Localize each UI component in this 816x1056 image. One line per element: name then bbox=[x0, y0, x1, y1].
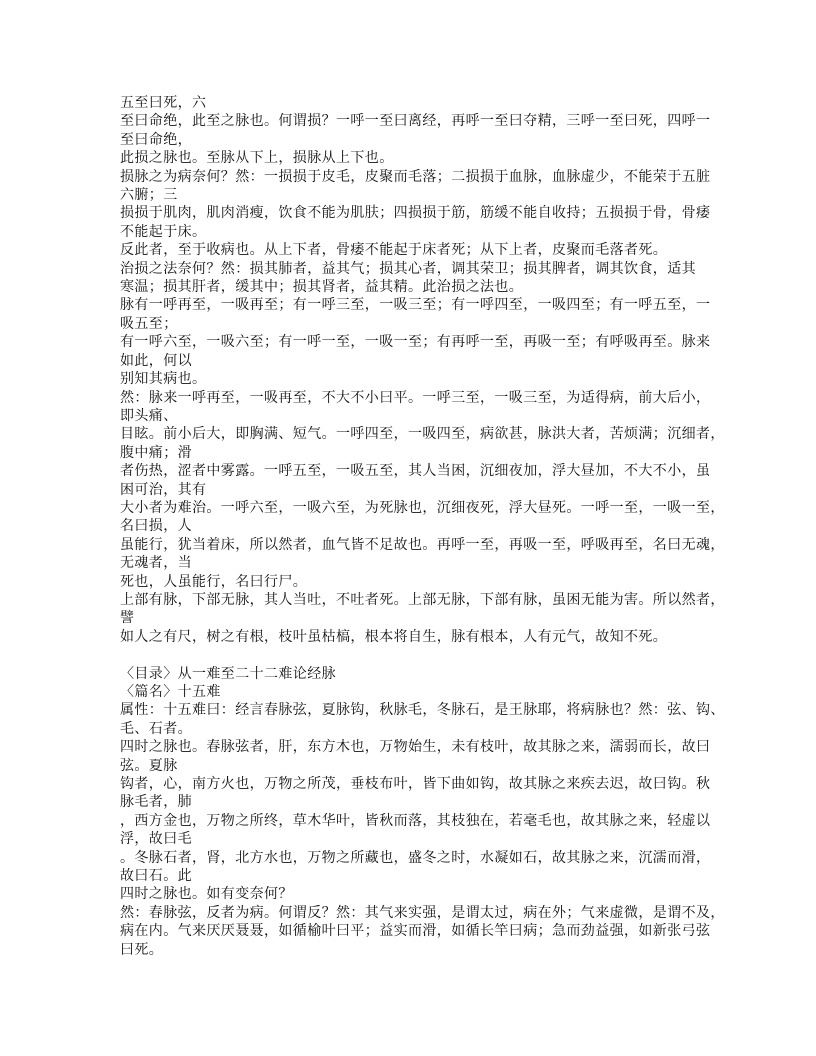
text-line: 四时之脉也。春脉弦者，肝，东方木也，万物始生，未有枝叶，故其脉之来，濡弱而长，故曰 bbox=[120, 739, 711, 756]
catalog-heading: 〈目录〉从一难至二十二难论经脉 bbox=[120, 665, 336, 682]
text-line: 者伤热，涩者中雾露。一呼五至，一吸五至，其人当困，沉细夜加，浮大昼加，不大不小，虽 bbox=[120, 463, 711, 480]
text-line: 如人之有尺，树之有根，枝叶虽枯槁，根本将自生，脉有根本，人有元气，故知不死。 bbox=[120, 628, 668, 645]
text-line: 浮，故曰毛 bbox=[120, 831, 192, 848]
text-line: 五至曰死，六 bbox=[120, 95, 207, 111]
text-line: 损损于肌肉，肌肉消瘦，饮食不能为肌肤；四损损于筋，筋缓不能自收持；五损损于骨，骨痿 bbox=[120, 205, 711, 222]
text-line: 困可治，其有 bbox=[120, 481, 207, 498]
text-line: 然：脉来一呼再至，一吸再至，不大不小曰平。一呼三至，一吸三至，为适得病，前大后小， bbox=[120, 389, 711, 406]
text-line: 至曰命绝，此至之脉也。何谓损？一呼一至曰离经，再呼一至曰夺精，三呼一至曰死，四呼一 bbox=[120, 113, 711, 130]
text-line: 。冬脉石者，肾，北方水也，万物之所藏也，盛冬之时，水凝如石，故其脉之来，沉濡而滑， bbox=[120, 849, 711, 866]
text-line: 上部有脉，下部无脉，其人当吐，不吐者死。上部无脉，下部有脉，虽困无能为害。所以然者， bbox=[120, 591, 725, 608]
text-line: 治损之法奈何？然：损其肺者，益其气；损其心者，调其荣卫；损其脾者，调其饮食，适其 bbox=[120, 260, 696, 277]
text-line: 死也，人虽能行，名曰行尸。 bbox=[120, 573, 308, 590]
text-line: 即头痛、 bbox=[120, 407, 178, 424]
text-line: 无魂者，当 bbox=[120, 555, 192, 572]
text-line: 损脉之为病奈何？然：一损损于皮毛，皮聚而毛落；二损损于血脉，血脉虚少，不能荣于五脏 bbox=[120, 168, 711, 185]
text-line: ，西方金也，万物之所终，草木华叶，皆秋而落，其枝独在，若毫毛也，故其脉之来，轻虚以 bbox=[120, 812, 711, 829]
chapter-title: 〈篇名〉十五难 bbox=[120, 683, 221, 700]
text-line: 目眩。前小后大，即胸满、短气。一呼四至，一吸四至，病欲甚，脉洪大者，苦烦满；沉细者， bbox=[120, 426, 725, 443]
text-line: 如此，何以 bbox=[120, 352, 192, 369]
text-line: 故曰石。此 bbox=[120, 868, 192, 885]
text-line: 别知其病也。 bbox=[120, 371, 207, 388]
text-line: 脉毛者，肺 bbox=[120, 794, 192, 811]
text-line: 譬 bbox=[120, 610, 135, 627]
paragraph-spacer bbox=[120, 646, 700, 664]
text-line: 属性：十五难曰：经言春脉弦，夏脉钩，秋脉毛，冬脉石，是王脉耶，将病脉也？然：弦、钩、 bbox=[120, 702, 725, 719]
text-line: 不能起于床。 bbox=[120, 223, 207, 240]
text-line: 此损之脉也。至脉从下上，损脉从上下也。 bbox=[120, 150, 394, 167]
section-pulse-damage bbox=[120, 94, 725, 646]
text-line: 虽能行，犹当着床，所以然者，血气皆不足故也。再呼一至，再吸一至，呼吸再至，名曰无魂， bbox=[120, 536, 725, 553]
document-page bbox=[120, 94, 725, 959]
text-line: 毛、石者。 bbox=[120, 720, 192, 737]
text-line: 腹中痛；滑 bbox=[120, 444, 192, 461]
text-line: 钩者，心，南方火也，万物之所茂，垂枝布叶，皆下曲如钩，故其脉之来疾去迟，故曰钩。秋 bbox=[120, 776, 711, 793]
text-line: 病在内。气来厌厌聂聂，如循榆叶曰平；益实而滑，如循长竿曰病；急而劲益强，如新张弓弦 bbox=[120, 923, 711, 940]
text-line: 曰死。 bbox=[120, 941, 164, 958]
text-line: 有一呼六至，一吸六至；有一呼一至，一吸一至；有再呼一至，再吸一至；有呼吸再至。脉来 bbox=[120, 334, 711, 351]
text-line: 寒温；损其肝者，缓其中；损其肾者，益其精。此治损之法也。 bbox=[120, 279, 524, 296]
text-line: 大小者为难治。一呼六至，一吸六至，为死脉也，沉细夜死，浮大昼死。一呼一至，一吸一至， bbox=[120, 499, 725, 516]
text-line: 名曰损，人 bbox=[120, 518, 192, 535]
text-line: 四时之脉也。如有变奈何？ bbox=[120, 886, 293, 903]
text-line: 吸五至； bbox=[120, 315, 178, 332]
text-line: 六腑；三 bbox=[120, 187, 178, 204]
text-line: 至曰命绝， bbox=[120, 131, 192, 148]
text-line: 脉有一呼再至，一吸再至；有一呼三至，一吸三至；有一呼四至，一吸四至；有一呼五至，一 bbox=[120, 297, 711, 314]
section-fifteenth-difficulty bbox=[120, 665, 725, 960]
text-line: 弦。夏脉 bbox=[120, 757, 178, 774]
text-line: 反此者，至于收病也。从上下者，骨痿不能起于床者死；从下上者，皮聚而毛落者死。 bbox=[120, 242, 668, 259]
text-line: 然：春脉弦，反者为病。何谓反？然：其气来实强，是谓太过，病在外；气来虚微，是谓不及， bbox=[120, 904, 725, 921]
